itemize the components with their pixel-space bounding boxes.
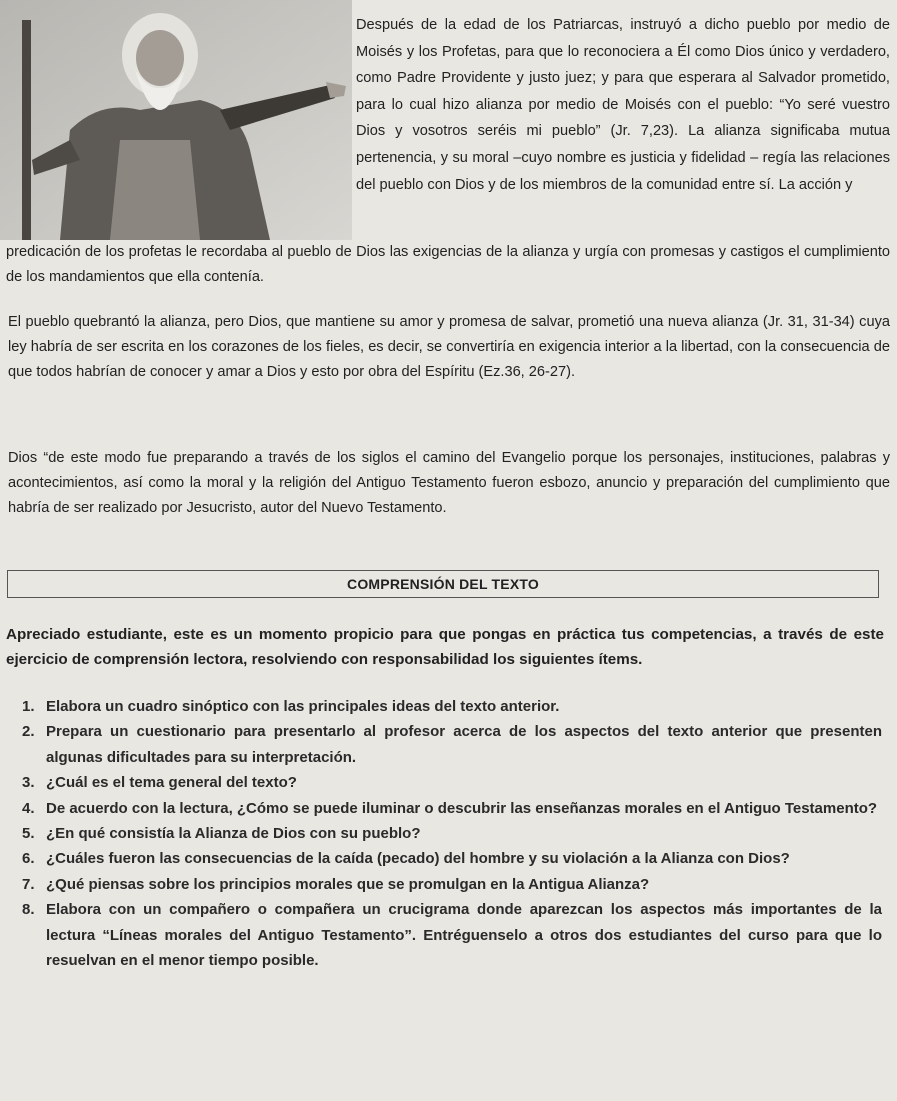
list-item: 3. ¿Cuál es el tema general del texto? [22, 774, 297, 792]
list-item: 6. ¿Cuáles fueron las consecuencias de la caída (pecado) del hombre y su violación a la Alianza con Dios? [22, 850, 790, 868]
list-item: 7. ¿Qué piensas sobre los principios morales que se promulgan en la Antigua Alianza? [22, 875, 650, 893]
list-item: 5. ¿En qué consistía la Alianza de Dios con su pueblo? [22, 825, 421, 843]
list-item: 1. Elabora un cuadro sinóptico con las principales ideas del texto anterior. [22, 698, 560, 715]
paragraph-3: Dios “de este modo fue preparando a través de los siglos el camino del Evangelio porque los personajes, instituciones, palabras y acontecimientos, así como la moral y la religión del Antiguo Testamento fueron esbozo, anuncio y preparación del cumplimiento que habría de ser realizado por Jesucristo, autor del Nuevo Testamento. [8, 450, 890, 516]
section-title-box [7, 570, 879, 598]
instructions-paragraph: Apreciado estudiante, este es un momento propicio para que pongas en práctica tus competencias, a través de este ejercicio de comprensión lectora, resolviendo con responsabilidad los siguientes ítems. [6, 626, 884, 668]
section-title: COMPRENSIÓN DEL TEXTO [347, 576, 539, 592]
intro-paragraph-continuation: predicación de los profetas le recordaba al pueblo de Dios las exigencias de la alianza y urgía con promesas y castigos el cumplimiento de los mandamientos que ella contenía. [6, 244, 890, 285]
intro-paragraph: Después de la edad de los Patriarcas, instruyó a dicho pueblo por medio de Moisés y los Profetas, para que lo reconociera a Él como Dios único y verdadero, como Padre Providente y justo juez; y para que esperara al Salvador prometido, para lo cual hizo alianza por medio de Moisés con el pueblo: “Yo seré vuestro Dios y vosotros seréis mi pueblo” (Jr. 7,23). La alianza significaba mutua pertenencia, y su moral –cuyo nombre es justicia y fidelidad – regía las relaciones del pueblo con Dios y de los miembros de la comunidad entre sí. La acción y [356, 17, 890, 193]
list-item: 4. De acuerdo con la lectura, ¿Cómo se puede iluminar o descubrir las enseñanzas morales en el Antiguo Testamento? [22, 799, 878, 817]
list-item: 8. Elabora con un compañero o compañera un crucigrama donde aparezcan los aspectos más importantes de la lectura “Líneas morales del Antiguo Testamento”. Entréguenselo a otros dos estudiantes del curso para que lo resuelvan en el menor tiempo posible. [22, 901, 882, 970]
moses-image-icon [0, 0, 352, 240]
paragraph-2: El pueblo quebrantó la alianza, pero Dios, que mantiene su amor y promesa de salvar, prometió una nueva alianza (Jr. 31, 31-34) cuya ley habría de ser escrita en los corazones de los fieles, es decir, se convertiría en exigencia interior a la libertad, con la consecuencia de que todos habrían de conocer y amar a Dios y esto por obra del Espíritu (Ez.36, 26-27). [8, 314, 890, 380]
moses-illustration [0, 0, 352, 240]
list-item: 2. Prepara un cuestionario para presentarlo al profesor acerca de los aspectos del texto anterior que presenten algunas dificultades para su interpretación. [22, 723, 882, 766]
exercise-list [22, 694, 882, 973]
